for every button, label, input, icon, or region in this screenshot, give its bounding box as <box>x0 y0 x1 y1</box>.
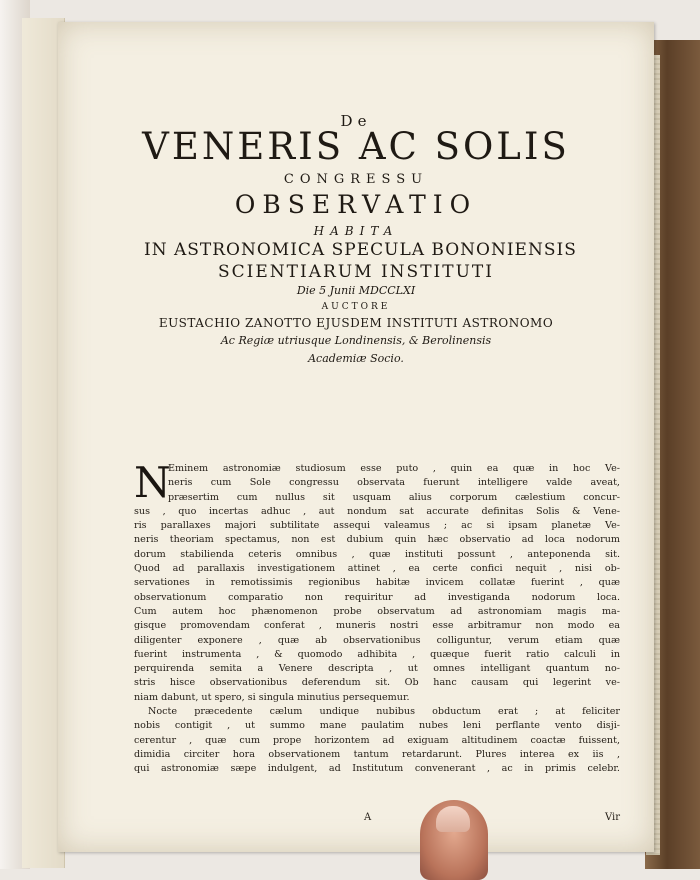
body-line: præsertim cum nullus sit usquam alius corporum cælestium concur- <box>168 491 620 503</box>
body-line: gisque promovendam conferat , muneris nostri esse arbitramur non modo ea <box>134 620 620 632</box>
body-line: niam dabunt, ut spero, si singula minutius persequemur. <box>134 691 410 703</box>
body-line: neris theoriam spectamus, non est dubium quin hæc observatio ad loca nodorum <box>134 534 620 546</box>
title-habita: HABITA <box>313 224 399 238</box>
body-line: qui astronomiæ sæpe indulgent, ad Institutum convenerant , ac in primis celebr. <box>134 763 620 775</box>
body-line: servationes in remotissimis regionibus habitæ invicem collatæ fuerint , quæ <box>134 577 620 589</box>
body-line: stris hisce observationibus deferendum sit. Ob hanc causam qui legerint ve- <box>134 677 620 689</box>
body-line: dimidia circiter hora observationem tantum retardarunt. Plures interea ex iis , <box>134 748 620 760</box>
title-affiliation-2: Academiæ Socio. <box>308 352 404 365</box>
title-author: EUSTACHIO ZANOTTO EJUSDEM INSTITUTI ASTRONOMO <box>158 316 554 330</box>
body-line: observationum comparatio non requiritur ad investiganda nodorum loca. <box>134 591 620 603</box>
signature-mark: A <box>364 812 372 823</box>
title-de: De <box>340 112 372 130</box>
title-congressu: CONGRESSU <box>283 172 429 187</box>
title-location-2: SCIENTIARUM INSTITUTI <box>218 262 494 282</box>
thumbnail-nail <box>436 806 470 832</box>
title-affiliation-1: Ac Regiæ utriusque Londinensis, & Berolinensis <box>220 334 492 347</box>
body-line: nobis contigit , ut summo mane paulatim nubes leni perflante vento disji- <box>134 720 620 732</box>
body-line: Cum autem hoc phænomenon probe observatum ad astronomiam magis ma- <box>134 605 620 617</box>
body-line: Quod ad parallaxis investigationem attinet , ea certe confici nequit , nisi ob- <box>134 563 620 575</box>
title-main: VENERIS AC SOLIS <box>142 125 570 168</box>
body-line: perquirenda semita a Venere descripta , ut omnes intelligant quantum no- <box>134 663 620 675</box>
title-observatio: OBSERVATIO <box>234 190 478 219</box>
body-line: diligenter exponere , quæ ab observationibus colliguntur, verum etiam quæ <box>134 634 620 646</box>
body-line: Eminem astronomiæ studiosum esse puto , quin ea quæ in hoc Ve- <box>168 463 620 474</box>
body-text <box>134 458 620 777</box>
body-line: cerentur , quæ cum prope horizontem ad exiguam altitudinem coactæ fuissent, <box>134 734 620 746</box>
body-line: neris cum Sole congressu observata fuerunt intelligere valde aveat, <box>168 477 620 489</box>
body-line: fuerint instrumenta , & quomodo adhibita , quæque fuerit ratio calculi in <box>134 648 620 660</box>
title-date: Die 5 Junii MDCCLXI <box>296 284 416 297</box>
body-line: Nocte præcedente cælum undique nubibus obductum erat ; at feliciter <box>148 706 620 718</box>
book-page <box>58 22 654 852</box>
title-location-1: IN ASTRONOMICA SPECULA BONONIENSIS <box>144 240 577 260</box>
body-line: ris parallaxes majori subtilitate assequi valeamus ; ac si ipsam planetæ Ve- <box>134 520 620 532</box>
body-line: sus , quo incertas adhuc , aut nondum sat accurate definitas Solis & Vene- <box>134 505 620 517</box>
catchword: Vir <box>604 812 620 823</box>
title-auctore: AUCTORE <box>321 302 391 312</box>
drop-cap: N <box>134 458 171 507</box>
body-line: dorum stabilienda ceteris omnibus , quæ instituti possunt , anteponenda sit. <box>134 548 620 560</box>
